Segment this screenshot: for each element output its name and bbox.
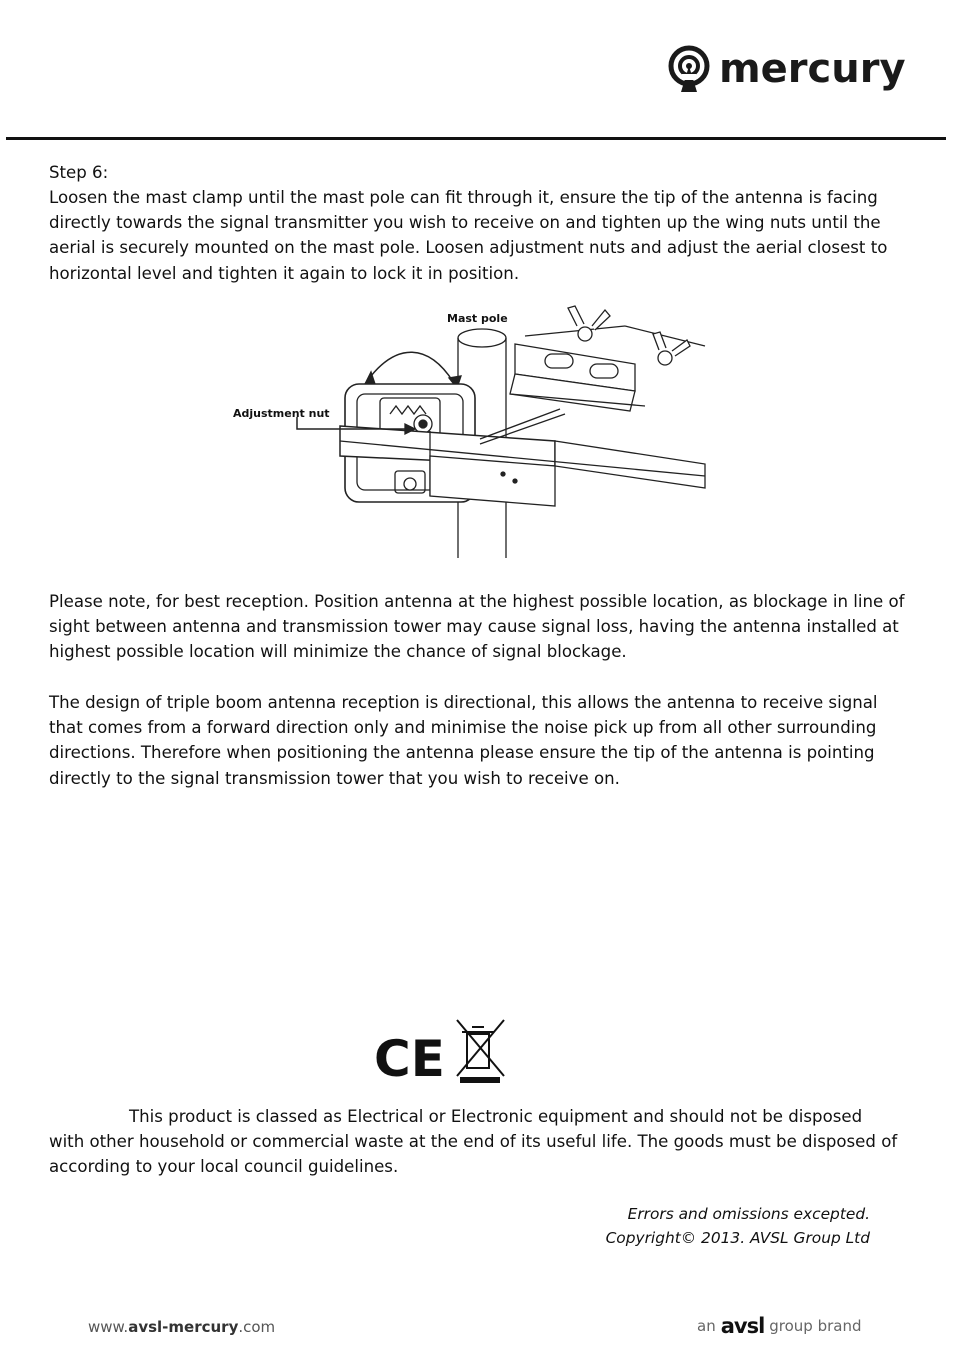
disposal-notice-line1: This product is classed as Electrical or Electronic equipment and should not be disposed — [129, 1107, 863, 1126]
adjustment-nut-label: Adjustment nut — [233, 407, 330, 420]
mast-clamp-diagram — [225, 296, 715, 558]
header-divider — [6, 137, 946, 140]
url-domain: avsl-mercury — [128, 1318, 239, 1336]
avsl-logo: avsl — [720, 1314, 765, 1338]
step-heading: Step 6: — [49, 163, 109, 182]
ce-mark: CE — [374, 1030, 445, 1084]
step-instructions: Loosen the mast clamp until the mast pole can fit through it, ensure the tip of the antenna is facing directly towards the signal transmitter you wish to receive on and tighten up the wing nuts until the aerial is securely mounted on the mast pole. Loosen adjustment nuts and adjust the aerial closest to horizontal level and tighten it again to lock it in position. — [49, 188, 888, 283]
brand-suffix: group brand — [769, 1317, 862, 1335]
disposal-notice-rest: with other household or commercial waste at the end of its useful life. The goods must be disposed of according to your local council guidelines. — [49, 1132, 898, 1177]
url-prefix: www. — [88, 1318, 129, 1336]
errata-line: Errors and omissions excepted. — [627, 1205, 870, 1223]
errata-block — [606, 1203, 870, 1250]
reception-note: Please note, for best reception. Position antenna at the highest possible location, as blockage in line of sight between antenna and transmission tower may cause signal loss, having the antenna installed at highest possible location will minimize the chance of signal blockage. — [49, 592, 905, 662]
disposal-notice — [49, 1104, 909, 1180]
compliance-symbols — [372, 1018, 512, 1084]
footer-website — [88, 1318, 275, 1336]
brand-name: mercury — [719, 46, 906, 92]
url-suffix: .com — [238, 1318, 276, 1336]
mercury-logo-icon — [667, 44, 713, 94]
crossed-out-wheelie-bin-icon — [457, 1020, 504, 1083]
copyright-line: Copyright© 2013. AVSL Group Ltd — [605, 1228, 870, 1247]
mercury-logo — [667, 44, 906, 94]
footer-brand — [697, 1314, 862, 1338]
brand-prefix: an — [697, 1317, 716, 1335]
directional-design-note: The design of triple boom antenna reception is directional, this allows the antenna to receive signal that comes from a forward direction only and minimise the noise pick up from all other surrounding directions. Therefore when positioning the antenna please ensure the tip of the antenna is pointing directly to the signal transmission tower that you wish to receive on. — [49, 693, 878, 788]
mast-pole-label: Mast pole — [447, 312, 508, 325]
